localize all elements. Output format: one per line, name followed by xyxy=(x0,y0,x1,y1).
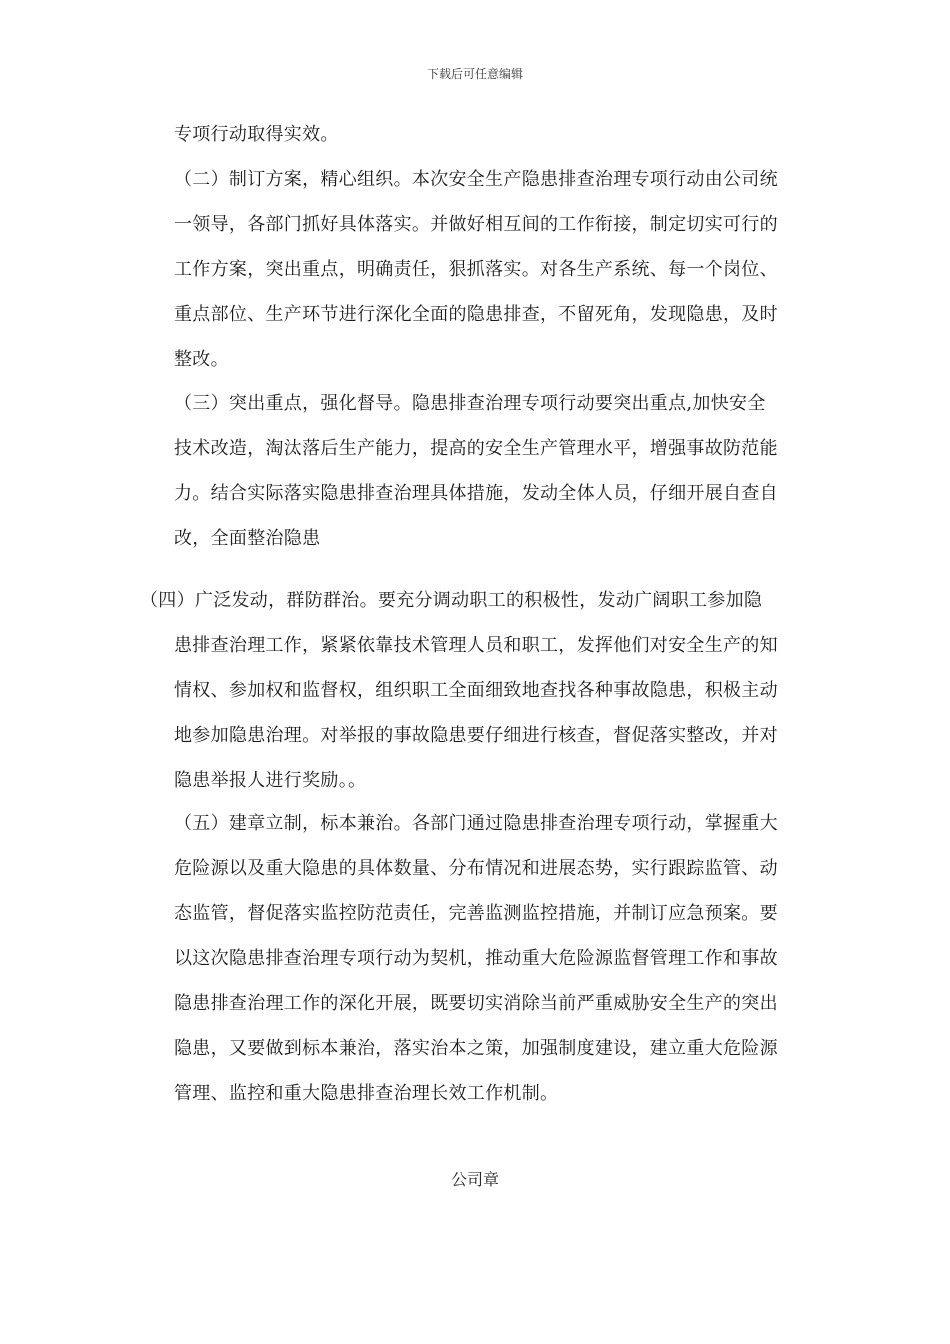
text-line: 专项行动取得实效。 xyxy=(174,124,339,145)
text-line: （三）突出重点，强化督导。隐患排查治理专项行动要突出重点,加快安全 xyxy=(174,393,766,414)
text-line: 危险源以及重大隐患的具体数量、分布情况和进展态势，实行跟踪监管、动 xyxy=(174,858,778,879)
text-line: 技术改造，淘汰落后生产能力，提高的安全生产管理水平，增强事故防范能 xyxy=(174,438,778,459)
text-line: （二）制订方案，精心组织。本次安全生产隐患排查治理专项行动由公司统 xyxy=(174,169,778,190)
text-line: 重点部位、生产环节进行深化全面的隐患排查，不留死角，发现隐患，及时 xyxy=(174,304,778,325)
page-header-note: 下载后可任意编辑 xyxy=(426,67,523,81)
text-line: （四）广泛发动，群防群治。要充分调动职工的积极性，发动广阔职工参加隐 xyxy=(140,590,763,611)
text-line: 隐患，又要做到标本兼治，落实治本之策，加强制度建设，建立重大危险源 xyxy=(174,1038,778,1059)
paragraph-intro-tail xyxy=(174,112,814,157)
text-line: 力。结合实际落实隐患排查治理具体措施，发动全体人员，仔细开展自查自 xyxy=(174,483,778,504)
text-line: 地参加隐患治理。对举报的事故隐患要仔细进行核查，督促落实整改，并对 xyxy=(174,725,778,746)
text-line: 一领导，各部门抓好具体落实。并做好相互间的工作衔接，制定切实可行的 xyxy=(174,214,778,235)
paragraph-section-4 xyxy=(140,578,806,803)
paragraph-section-2 xyxy=(174,157,806,382)
text-line: 以这次隐患排查治理专项行动为契机，推动重大危险源监督管理工作和事故 xyxy=(174,948,778,969)
text-line: 态监管，督促落实监控防范责任，完善监测监控措施，并制订应急预案。要 xyxy=(174,903,778,924)
text-line: 整改。 xyxy=(174,349,229,370)
text-line: 工作方案，突出重点，明确责任，狠抓落实。对各生产系统、每一个岗位、 xyxy=(174,259,778,280)
company-signature: 公司章 xyxy=(450,1170,499,1189)
text-line: 患排查治理工作，紧紧依靠技术管理人员和职工，发挥他们对安全生产的知 xyxy=(174,635,778,656)
text-line: 情权、参加权和监督权，组织职工全面细致地查找各种事故隐患，积极主动 xyxy=(174,680,778,701)
text-line: 管理、监控和重大隐患排查治理长效工作机制。 xyxy=(174,1083,559,1104)
text-line: （五）建章立制，标本兼治。各部门通过隐患排查治理专项行动，掌握重大 xyxy=(174,813,778,834)
paragraph-section-5 xyxy=(174,801,806,1116)
text-line: 隐患排查治理工作的深化开展，既要切实消除当前严重威胁安全生产的突出 xyxy=(174,993,778,1014)
paragraph-section-3 xyxy=(174,381,806,561)
text-line: 隐患举报人进行奖励。。 xyxy=(174,770,367,791)
text-line: 改，全面整治隐患 xyxy=(174,528,321,549)
